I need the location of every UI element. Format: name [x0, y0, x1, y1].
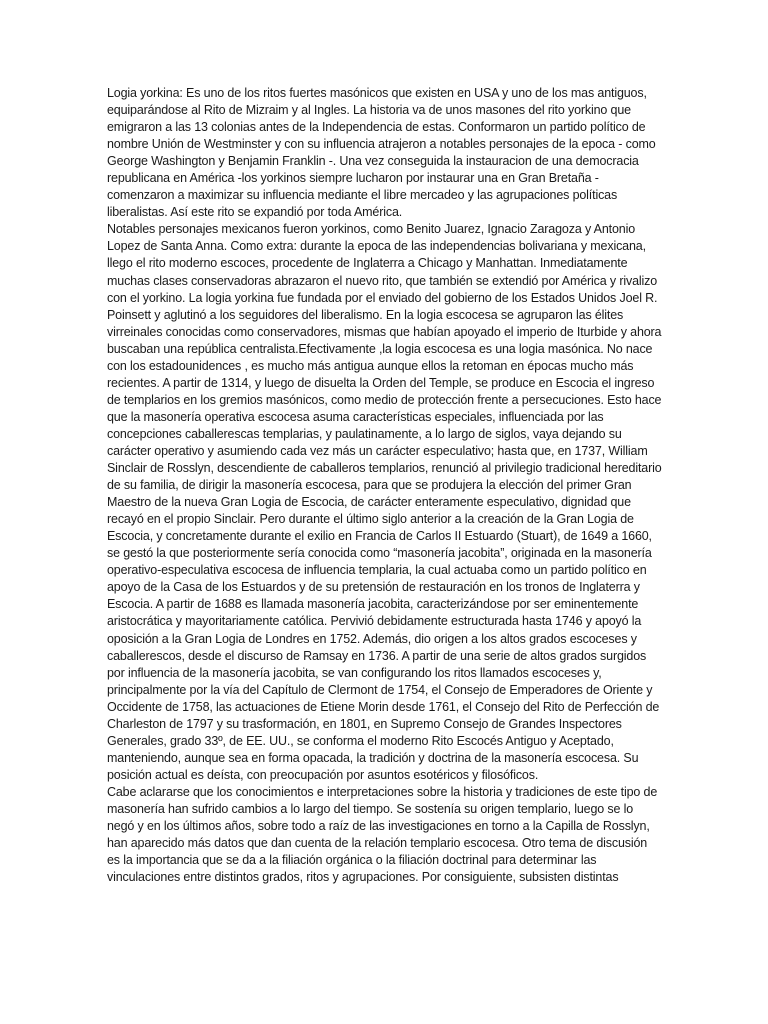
paragraph-notables-personajes: Notables personajes mexicanos fueron yorkinos, como Benito Juarez, Ignacio Zaragoza y Antonio Lopez de Santa Anna. Como extra: durante la epoca de las independencias bolivariana y mexicana, llego el rito moderno escoces, procedente de Inglaterra a Chicago y Manhattan. Inmediatamente muchas clases conservadoras abrazaron el nuevo rito, que también se extendió por América y rivalizo con el yorkino. La logia yorkina fue fundada por el enviado del gobierno de los Estados Unidos Joel R. Poinsett y aglutinó a los seguidores del liberalismo. En la logia escocesa se agruparon las élites virreinales conocidas como conservadores, mismas que habían apoyado el imperio de Iturbide y ahora buscaban una república centralista.Efectivamente ,la logia escocesa es una logia masónica. No nace con los estadounidences , es mucho más antigua aunque ellos la retoman en épocas mucho más recientes. A partir de 1314, y luego de disuelta la Orden del Temple, se produce en Escocia el ingreso de templarios en los gremios masónicos, como medio de protección frente a persecuciones. Esto hace que la masonería operativa escocesa asuma características especiales, influenciada por las concepciones caballerescas templarias, y paulatinamente, a lo largo de siglos, vaya dejando su carácter operativo y asumiendo cada vez más un carácter especulativo; hasta que, en 1737, William Sinclair de Rosslyn, descendiente de caballeros templarios, renunció al privilegio tradicional hereditario de su familia, de dirigir la masonería escocesa, para que se produjera la elección del primer Gran Maestro de la nueva Gran Logia de Escocia, de carácter enteramente especulativo, dignidad que recayó en el propio Sinclair. Pero durante el último siglo anterior a la creación de la Gran Logia de Escocia, y concretamente durante el exilio en Francia de Carlos II Estuardo (Stuart), de 1649 a 1660, se gestó la que posteriormente sería conocida como “masonería jacobita”, originada en la masonería operativo-especulativa escocesa de influencia templaria, la cual actuaba como un partido político en apoyo de la Casa de los Estuardos y de su pretensión de restauración en los tronos de Inglaterra y Escocia. A partir de 1688 es llamada masonería jacobita, caracterizándose por ser eminentemente aristocrática y mayoritariamente católica. Pervivió debidamente estructurada hasta 1746 y apoyó la oposición a la Gran Logia de Londres en 1752. Además, dio origen a los altos grados escoceses y caballerescos, desde el discurso de Ramsay en 1736. A partir de una serie de altos grados surgidos por influencia de la masonería jacobita, se van configurando los ritos llamados escoceses y, principalmente por la vía del Capítulo de Clermont de 1754, el Consejo de Emperadores de Oriente y Occidente de 1758, las actuaciones de Etiene Morin desde 1761, el Consejo del Rito de Perfección de Charleston de 1797 y su trasformación, en 1801, en Supremo Consejo de Grandes Inspectores Generales, grado 33º, de EE. UU., se conforma el moderno Rito Escocés Antiguo y Aceptado, manteniendo, aunque sea en forma opacada, la tradición y doctrina de la masonería escocesa. Su posición actual es deísta, con preocupación por asuntos esotéricos y filosóficos. — [107, 222, 662, 782]
paragraph-cabe-aclararse: Cabe aclararse que los conocimientos e interpretaciones sobre la historia y tradiciones de este tipo de masonería han sufrido cambios a lo largo del tiempo. Se sostenía su origen templario, luego se lo negó y en los últimos años, sobre todo a raíz de las investigaciones en torno a la Capilla de Rosslyn, han aparecido más datos que dan cuenta de la relación templario escocesa. Otro tema de discusión es la importancia que se da a la filiación orgánica o la filiación doctrinal para determinar las vinculaciones entre distintos grados, ritos y agrupaciones. Por consiguiente, subsisten distintas — [107, 784, 658, 885]
document-page — [107, 85, 662, 886]
paragraph-logia-yorkina: Logia yorkina: Es uno de los ritos fuertes masónicos que existen en USA y uno de los mas antiguos, equiparándose al Rito de Mizraim y al Ingles. La historia va de unos masones del rito yorkino que emigraron a las 13 colonias antes de la Independencia de estas. Conformaron un partido político de nombre Unión de Westminster y con su influencia atrajeron a notables personajes de la epoca - como George Washington y Benjamin Franklin -. Una vez conseguida la instauracion de una democracia republicana en América -los yorkinos siempre lucharon por instaurar una en Gran Bretaña -comenzaron a maximizar su influencia mediante el libre mercadeo y las agrupaciones políticas liberalistas. Así este rito se expandió por toda América. — [107, 86, 656, 220]
